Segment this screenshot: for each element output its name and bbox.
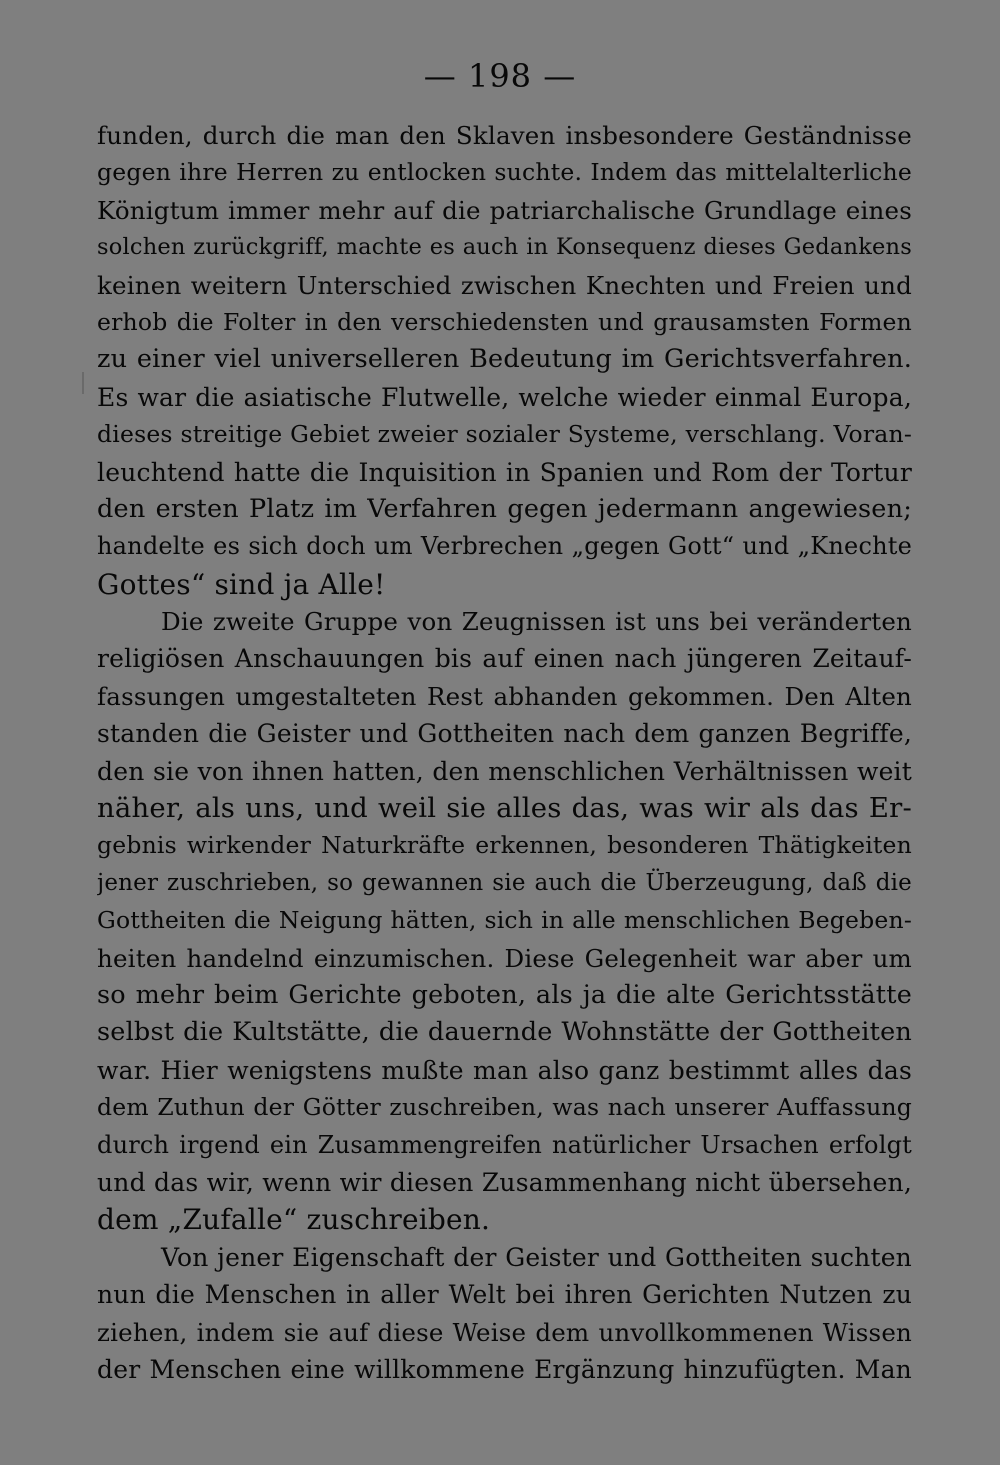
body-text: [97, 117, 912, 1388]
text-line: Von jener Eigenschaft der Geister und Gottheiten suchten: [161, 1242, 912, 1272]
margin-mark: [82, 372, 84, 394]
page-number: — 198 —: [423, 57, 577, 95]
text-line: selbst die Kultstätte, die dauernde Wohnstätte der Gottheiten: [97, 1017, 912, 1048]
text-line: zu einer viel universelleren Bedeutung im Gerichtsverfahren.: [97, 344, 912, 375]
text-line: war. Hier wenigstens mußte man also ganz bestimmt alles das: [97, 1055, 912, 1085]
text-line: erhob die Folter in den verschiedensten und grausamsten Formen: [97, 307, 912, 336]
text-line: standen die Geister und Gottheiten nach dem ganzen Begriffe,: [97, 719, 912, 749]
text-line: der Menschen eine willkommene Ergänzung hinzufügten. Man: [97, 1354, 912, 1384]
text-line: heiten handelnd einzumischen. Diese Gelegenheit war aber um: [97, 943, 912, 973]
text-line: solchen zurückgriff, machte es auch in Konsequenz dieses Gedankens: [97, 234, 912, 261]
text-line: gebnis wirkender Naturkräfte erkennen, besonderen Thätigkeiten: [97, 831, 912, 860]
text-line: den sie von ihnen hatten, den menschlichen Verhältnissen weit: [97, 756, 912, 786]
text-line: und das wir, wenn wir diesen Zusammenhang nicht übersehen,: [97, 1167, 912, 1197]
text-line: keinen weitern Unterschied zwischen Knechten und Freien und: [97, 270, 912, 300]
text-line: nun die Menschen in aller Welt bei ihren Gerichten Nutzen zu: [97, 1280, 912, 1310]
text-line: religiösen Anschauungen bis auf einen nach jüngeren Zeitauf-: [97, 644, 912, 674]
text-line: fassungen umgestalteten Rest abhanden gekommen. Den Alten: [97, 681, 912, 711]
text-line: den ersten Platz im Verfahren gegen jedermann angewiesen;: [97, 493, 912, 524]
text-line: dieses streitige Gebiet zweier sozialer Systeme, verschlang. Voran-: [97, 420, 912, 449]
text-line: ziehen, indem sie auf diese Weise dem unvollkommenen Wissen: [97, 1317, 912, 1347]
text-line: leuchtend hatte die Inquisition in Spanien und Rom der Tortur: [97, 457, 912, 487]
text-line: Gottes“ sind ja Alle!: [97, 567, 386, 601]
text-line: durch irgend ein Zusammengreifen natürlicher Ursachen erfolgt: [97, 1130, 912, 1159]
text-line: Königtum immer mehr auf die patriarchalische Grundlage eines: [97, 195, 912, 225]
text-line: dem „Zufalle“ zuschreiben.: [97, 1203, 491, 1237]
text-line: Die zweite Gruppe von Zeugnissen ist uns bei veränderten: [161, 607, 912, 637]
text-line: Gottheiten die Neigung hätten, sich in alle menschlichen Begeben-: [97, 906, 912, 935]
text-line: dem Zuthun der Götter zuschreiben, was nach unserer Auffassung: [97, 1093, 912, 1122]
text-line: gegen ihre Herren zu entlocken suchte. Indem das mittelalterliche: [97, 158, 912, 187]
text-line: funden, durch die man den Sklaven insbesondere Geständnisse: [97, 121, 912, 150]
text-line: Es war die asiatische Flutwelle, welche wieder einmal Europa,: [97, 382, 912, 412]
text-line: näher, als uns, und weil sie alles das, was wir als das Er-: [97, 792, 912, 825]
text-line: handelte es sich doch um Verbrechen „gegen Gott“ und „Knechte: [97, 532, 912, 561]
text-line: so mehr beim Gerichte geboten, als ja die alte Gerichtsstätte: [97, 979, 912, 1010]
text-line: jener zuschrieben, so gewannen sie auch die Überzeugung, daß die: [97, 869, 912, 896]
